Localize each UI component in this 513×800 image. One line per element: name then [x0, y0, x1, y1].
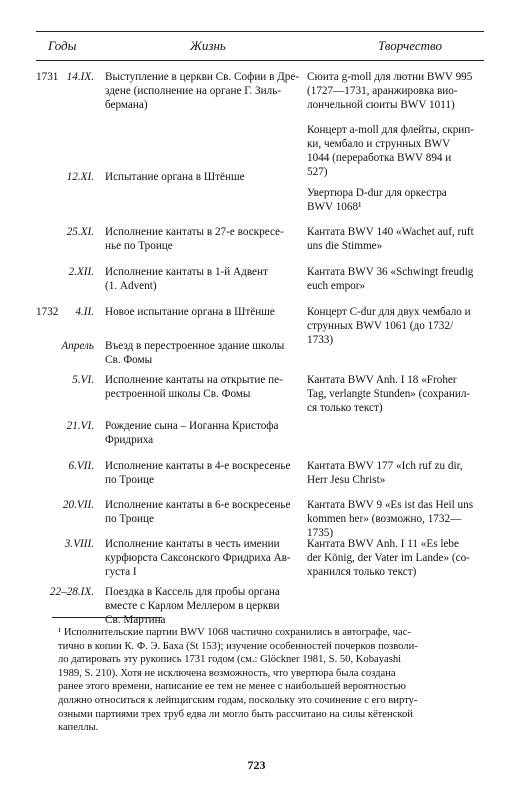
row-year: 1732	[36, 306, 59, 318]
page-number: 723	[247, 758, 266, 772]
row-date: 6.VII.	[68, 460, 94, 472]
row-work: Кантата BWV 36 «Schwingt freudig euch empor»	[307, 266, 474, 292]
row-date: 3.VIII.	[64, 538, 94, 550]
footnote-rule	[52, 617, 162, 618]
row-life-event: Исполнение кантаты в 1-й Адвент (1. Advent)	[105, 266, 268, 292]
row-life-event: Исполнение кантаты в 4-е воскресенье по Троице	[105, 460, 291, 486]
row-year: 1731	[36, 71, 59, 83]
row-work: Сюита g-moll для лютни BWV 995 (1727—1731, аранжировка вио- лончельной сюиты BWV 1011)	[307, 71, 473, 111]
row-life-event: Выступление в церкви Св. Софии в Дре- здене (исполнение на органе Г. Зиль- берманa)	[105, 71, 300, 111]
row-date: 14.IX.	[66, 71, 94, 83]
row-life-event: Поездка в Кассель для пробы органа вместе с Карлом Меллером в церкви Св. Мартина	[105, 586, 280, 626]
table-header-rule	[36, 60, 484, 61]
header-years: Годы	[48, 38, 77, 53]
row-life-event: Исполнение кантаты в 27-е воскресе- нье по Троице	[105, 226, 284, 252]
row-date: 2.XII.	[68, 266, 94, 278]
row-work: Концерт C-dur для двух чембало и струнных BWV 1061 (до 1732/ 1733)	[307, 306, 471, 346]
row-work: Кантата BWV Anh. I 18 «Froher Tag, verlangte Stunden» (сохранил- ся только текст)	[307, 374, 471, 414]
row-work: Кантата BWV Anh. I 11 «Es lebe der König, der Vater im Lande» (co- хранился только текст)	[307, 538, 470, 578]
row-date: 20.VII.	[62, 499, 94, 511]
header-work: Творчество	[378, 38, 442, 53]
row-date: Апрель	[61, 340, 94, 352]
row-work: Концерт a-moll для флейты, скрип- ки, чембало и струнных BWV 1044 (переработка BWV 894 и 527)	[307, 124, 474, 178]
row-life-event: Новое испытание органа в Штёнше	[105, 306, 275, 318]
row-life-event: Исполнение кантаты в 6-е воскресенье по Троице	[105, 499, 291, 525]
footnote: ¹ Исполнительские партии BWV 1068 частично сохранились в автографе, час- тично в копии К. Ф. Э. Баха (St 153); изучение особенностей почерков позволи- ло датировать эту рукопись 1731 годом (см.: Glöckner 1981, S. 50, Kobayashi 1989, S. 210). Хотя не исключена возможность, что увертюра была создана ранее этого времени, написание ее тем не менее с наибольшей вероятностью должно относиться к лейпцигским годам, поскольку это сочинение с его вирту- озными партиями трех труб едва ли могло быть рассчитано на силы кётенской капеллы.	[58, 627, 418, 734]
row-life-event: Въезд в перестроенное здание школы Св. Фомы	[105, 340, 285, 366]
row-life-event: Исполнение кантаты в честь имении курфюрста Саксонского Фридриха Ав- густа I	[105, 538, 291, 578]
row-life-event: Испытание органа в Штёнше	[105, 171, 245, 183]
row-life-event: Исполнение кантаты на открытие пе- рестроенной школы Св. Фомы	[105, 374, 283, 400]
row-work: Кантата BWV 140 «Wachet auf, ruft uns die Stimme»	[307, 226, 474, 252]
row-date: 5.VI.	[72, 374, 94, 386]
row-date: 12.XI.	[66, 171, 94, 183]
row-date: 21.VI.	[66, 420, 94, 432]
row-date: 25.XI.	[66, 226, 94, 238]
row-date: 4.II.	[75, 306, 94, 318]
header-life: Жизнь	[190, 38, 226, 53]
row-work: Увертюра D-dur для оркестра BWV 1068¹	[307, 187, 447, 213]
row-work: Кантата BWV 177 «Ich ruf zu dir, Herr Jesu Christ»	[307, 460, 463, 486]
row-work: Кантата BWV 9 «Es ist das Heil uns kommen her» (возможно, 1732— 1735)	[307, 499, 474, 539]
row-date: 22–28.IX.	[49, 586, 94, 598]
table-top-rule	[36, 31, 484, 32]
row-life-event: Рождение сына – Иоганна Кристофа Фридриха	[105, 420, 279, 446]
